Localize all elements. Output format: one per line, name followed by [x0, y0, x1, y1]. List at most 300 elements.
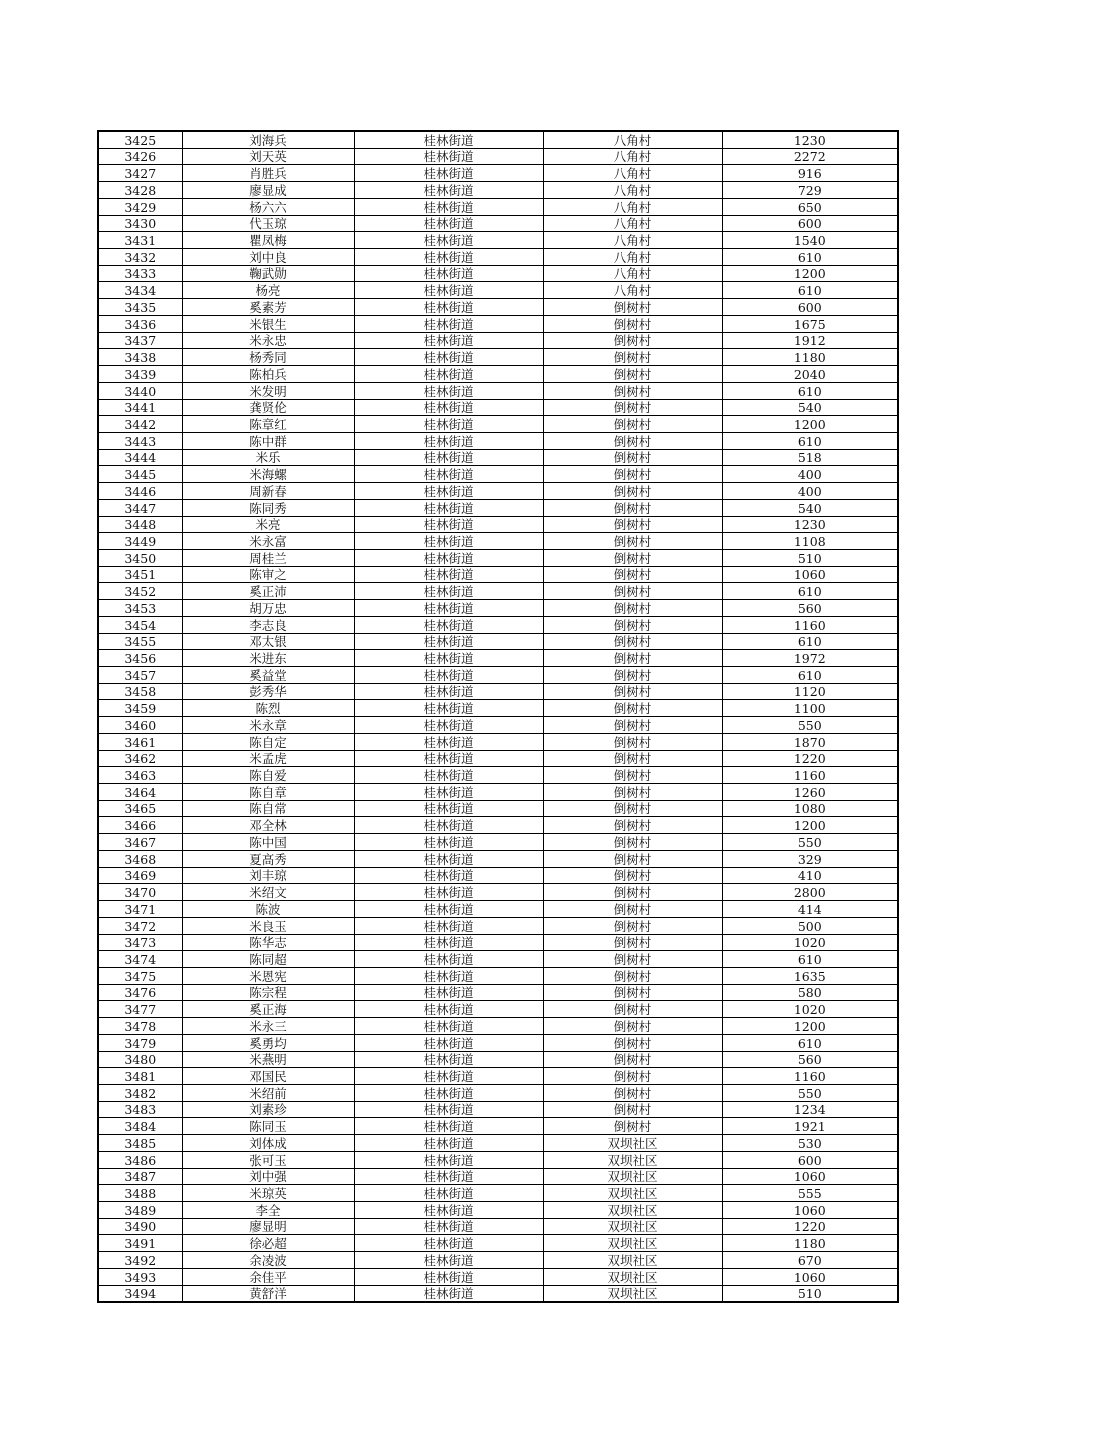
- street-cell: 桂林街道: [354, 182, 543, 199]
- village-cell: 八角村: [543, 165, 722, 182]
- name-cell: 米绍前: [182, 1084, 354, 1101]
- amount-cell: 1675: [722, 315, 898, 332]
- row-number-cell: 3446: [98, 483, 182, 500]
- name-cell: 米琼英: [182, 1185, 354, 1202]
- name-cell: 陈章红: [182, 416, 354, 433]
- amount-cell: 610: [722, 667, 898, 684]
- street-cell: 桂林街道: [354, 483, 543, 500]
- name-cell: 陈审之: [182, 566, 354, 583]
- street-cell: 桂林街道: [354, 215, 543, 232]
- table-row: [98, 1051, 898, 1068]
- table-row: [98, 1068, 898, 1085]
- amount-cell: 1120: [722, 683, 898, 700]
- table-row: [98, 265, 898, 282]
- table-row: [98, 432, 898, 449]
- table-row: [98, 215, 898, 232]
- village-cell: 双坝社区: [543, 1135, 722, 1152]
- roster-table-body: [98, 131, 898, 1302]
- amount-cell: 1200: [722, 1018, 898, 1035]
- amount-cell: 2800: [722, 884, 898, 901]
- amount-cell: 1080: [722, 800, 898, 817]
- name-cell: 黄舒洋: [182, 1285, 354, 1302]
- amount-cell: 610: [722, 432, 898, 449]
- village-cell: 倒树村: [543, 349, 722, 366]
- village-cell: 倒树村: [543, 784, 722, 801]
- name-cell: 刘海兵: [182, 131, 354, 148]
- name-cell: 杨亮: [182, 282, 354, 299]
- village-cell: 倒树村: [543, 767, 722, 784]
- village-cell: 倒树村: [543, 1051, 722, 1068]
- amount-cell: 670: [722, 1252, 898, 1269]
- table-row: [98, 901, 898, 918]
- row-number-cell: 3434: [98, 282, 182, 299]
- village-cell: 倒树村: [543, 884, 722, 901]
- table-row: [98, 466, 898, 483]
- name-cell: 米永三: [182, 1018, 354, 1035]
- name-cell: 米孟虎: [182, 750, 354, 767]
- street-cell: 桂林街道: [354, 299, 543, 316]
- row-number-cell: 3465: [98, 800, 182, 817]
- street-cell: 桂林街道: [354, 934, 543, 951]
- name-cell: 李全: [182, 1202, 354, 1219]
- village-cell: 倒树村: [543, 867, 722, 884]
- amount-cell: 610: [722, 633, 898, 650]
- table-row: [98, 299, 898, 316]
- name-cell: 米发明: [182, 382, 354, 399]
- table-row: [98, 165, 898, 182]
- table-row: [98, 1151, 898, 1168]
- amount-cell: 400: [722, 466, 898, 483]
- street-cell: 桂林街道: [354, 315, 543, 332]
- table-row: [98, 616, 898, 633]
- name-cell: 李志良: [182, 616, 354, 633]
- street-cell: 桂林街道: [354, 449, 543, 466]
- table-row: [98, 633, 898, 650]
- amount-cell: 1060: [722, 566, 898, 583]
- table-row: [98, 499, 898, 516]
- row-number-cell: 3457: [98, 667, 182, 684]
- row-number-cell: 3431: [98, 232, 182, 249]
- row-number-cell: 3487: [98, 1168, 182, 1185]
- village-cell: 双坝社区: [543, 1218, 722, 1235]
- street-cell: 桂林街道: [354, 667, 543, 684]
- street-cell: 桂林街道: [354, 1001, 543, 1018]
- table-row: [98, 767, 898, 784]
- table-row: [98, 583, 898, 600]
- village-cell: 八角村: [543, 265, 722, 282]
- street-cell: 桂林街道: [354, 265, 543, 282]
- row-number-cell: 3454: [98, 616, 182, 633]
- row-number-cell: 3467: [98, 834, 182, 851]
- table-row: [98, 1034, 898, 1051]
- amount-cell: 1108: [722, 533, 898, 550]
- amount-cell: 1635: [722, 967, 898, 984]
- amount-cell: 510: [722, 1285, 898, 1302]
- street-cell: 桂林街道: [354, 784, 543, 801]
- name-cell: 周新春: [182, 483, 354, 500]
- name-cell: 邓全林: [182, 817, 354, 834]
- village-cell: 倒树村: [543, 1068, 722, 1085]
- row-number-cell: 3462: [98, 750, 182, 767]
- street-cell: 桂林街道: [354, 817, 543, 834]
- village-cell: 倒树村: [543, 733, 722, 750]
- amount-cell: 610: [722, 382, 898, 399]
- row-number-cell: 3466: [98, 817, 182, 834]
- table-row: [98, 148, 898, 165]
- name-cell: 刘天英: [182, 148, 354, 165]
- name-cell: 杨六六: [182, 198, 354, 215]
- street-cell: 桂林街道: [354, 148, 543, 165]
- table-row: [98, 967, 898, 984]
- village-cell: 双坝社区: [543, 1252, 722, 1269]
- village-cell: 倒树村: [543, 750, 722, 767]
- name-cell: 余凌波: [182, 1252, 354, 1269]
- amount-cell: 550: [722, 717, 898, 734]
- village-cell: 倒树村: [543, 1018, 722, 1035]
- street-cell: 桂林街道: [354, 967, 543, 984]
- name-cell: 胡万忠: [182, 600, 354, 617]
- street-cell: 桂林街道: [354, 1018, 543, 1035]
- street-cell: 桂林街道: [354, 583, 543, 600]
- name-cell: 邓太银: [182, 633, 354, 650]
- amount-cell: 600: [722, 1151, 898, 1168]
- name-cell: 奚勇均: [182, 1034, 354, 1051]
- street-cell: 桂林街道: [354, 131, 543, 148]
- street-cell: 桂林街道: [354, 566, 543, 583]
- village-cell: 倒树村: [543, 967, 722, 984]
- amount-cell: 1912: [722, 332, 898, 349]
- amount-cell: 1020: [722, 1001, 898, 1018]
- table-row: [98, 1018, 898, 1035]
- row-number-cell: 3475: [98, 967, 182, 984]
- village-cell: 倒树村: [543, 1001, 722, 1018]
- street-cell: 桂林街道: [354, 1034, 543, 1051]
- street-cell: 桂林街道: [354, 1185, 543, 1202]
- name-cell: 陈自章: [182, 784, 354, 801]
- amount-cell: 555: [722, 1185, 898, 1202]
- amount-cell: 1100: [722, 700, 898, 717]
- street-cell: 桂林街道: [354, 917, 543, 934]
- street-cell: 桂林街道: [354, 984, 543, 1001]
- amount-cell: 600: [722, 299, 898, 316]
- street-cell: 桂林街道: [354, 616, 543, 633]
- amount-cell: 510: [722, 549, 898, 566]
- table-row: [98, 382, 898, 399]
- village-cell: 倒树村: [543, 583, 722, 600]
- amount-cell: 1921: [722, 1118, 898, 1135]
- row-number-cell: 3438: [98, 349, 182, 366]
- row-number-cell: 3463: [98, 767, 182, 784]
- village-cell: 八角村: [543, 215, 722, 232]
- street-cell: 桂林街道: [354, 1285, 543, 1302]
- amount-cell: 560: [722, 600, 898, 617]
- row-number-cell: 3436: [98, 315, 182, 332]
- street-cell: 桂林街道: [354, 382, 543, 399]
- amount-cell: 610: [722, 1034, 898, 1051]
- village-cell: 倒树村: [543, 332, 722, 349]
- name-cell: 米永富: [182, 533, 354, 550]
- amount-cell: 610: [722, 583, 898, 600]
- table-row: [98, 650, 898, 667]
- name-cell: 陈中群: [182, 432, 354, 449]
- name-cell: 邓国民: [182, 1068, 354, 1085]
- row-number-cell: 3435: [98, 299, 182, 316]
- name-cell: 张可玉: [182, 1151, 354, 1168]
- row-number-cell: 3440: [98, 382, 182, 399]
- street-cell: 桂林街道: [354, 633, 543, 650]
- name-cell: 米恩宪: [182, 967, 354, 984]
- row-number-cell: 3488: [98, 1185, 182, 1202]
- street-cell: 桂林街道: [354, 533, 543, 550]
- amount-cell: 1060: [722, 1268, 898, 1285]
- street-cell: 桂林街道: [354, 650, 543, 667]
- name-cell: 周桂兰: [182, 549, 354, 566]
- street-cell: 桂林街道: [354, 549, 543, 566]
- table-row: [98, 984, 898, 1001]
- table-row: [98, 1168, 898, 1185]
- row-number-cell: 3450: [98, 549, 182, 566]
- village-cell: 双坝社区: [543, 1202, 722, 1219]
- table-row: [98, 1185, 898, 1202]
- street-cell: 桂林街道: [354, 600, 543, 617]
- amount-cell: 1260: [722, 784, 898, 801]
- amount-cell: 580: [722, 984, 898, 1001]
- table-row: [98, 399, 898, 416]
- table-row: [98, 784, 898, 801]
- row-number-cell: 3452: [98, 583, 182, 600]
- table-row: [98, 549, 898, 566]
- street-cell: 桂林街道: [354, 1101, 543, 1118]
- row-number-cell: 3437: [98, 332, 182, 349]
- table-row: [98, 683, 898, 700]
- name-cell: 瞿凤梅: [182, 232, 354, 249]
- row-number-cell: 3459: [98, 700, 182, 717]
- village-cell: 倒树村: [543, 717, 722, 734]
- name-cell: 肖胜兵: [182, 165, 354, 182]
- amount-cell: 610: [722, 282, 898, 299]
- village-cell: 倒树村: [543, 984, 722, 1001]
- amount-cell: 650: [722, 198, 898, 215]
- village-cell: 倒树村: [543, 366, 722, 383]
- row-number-cell: 3482: [98, 1084, 182, 1101]
- name-cell: 代玉琼: [182, 215, 354, 232]
- row-number-cell: 3427: [98, 165, 182, 182]
- name-cell: 奚正海: [182, 1001, 354, 1018]
- village-cell: 倒树村: [543, 850, 722, 867]
- street-cell: 桂林街道: [354, 951, 543, 968]
- name-cell: 刘丰琼: [182, 867, 354, 884]
- row-number-cell: 3430: [98, 215, 182, 232]
- street-cell: 桂林街道: [354, 416, 543, 433]
- amount-cell: 414: [722, 901, 898, 918]
- village-cell: 倒树村: [543, 1101, 722, 1118]
- amount-cell: 2272: [722, 148, 898, 165]
- street-cell: 桂林街道: [354, 165, 543, 182]
- table-row: [98, 934, 898, 951]
- amount-cell: 540: [722, 399, 898, 416]
- row-number-cell: 3449: [98, 533, 182, 550]
- name-cell: 米乐: [182, 449, 354, 466]
- street-cell: 桂林街道: [354, 499, 543, 516]
- name-cell: 陈华志: [182, 934, 354, 951]
- village-cell: 双坝社区: [543, 1185, 722, 1202]
- amount-cell: 550: [722, 834, 898, 851]
- row-number-cell: 3443: [98, 432, 182, 449]
- row-number-cell: 3460: [98, 717, 182, 734]
- name-cell: 杨秀同: [182, 349, 354, 366]
- village-cell: 倒树村: [543, 449, 722, 466]
- street-cell: 桂林街道: [354, 1268, 543, 1285]
- row-number-cell: 3444: [98, 449, 182, 466]
- row-number-cell: 3428: [98, 182, 182, 199]
- row-number-cell: 3480: [98, 1051, 182, 1068]
- row-number-cell: 3441: [98, 399, 182, 416]
- name-cell: 龚贤伦: [182, 399, 354, 416]
- name-cell: 陈烈: [182, 700, 354, 717]
- amount-cell: 729: [722, 182, 898, 199]
- village-cell: 倒树村: [543, 951, 722, 968]
- row-number-cell: 3484: [98, 1118, 182, 1135]
- street-cell: 桂林街道: [354, 1084, 543, 1101]
- row-number-cell: 3426: [98, 148, 182, 165]
- street-cell: 桂林街道: [354, 282, 543, 299]
- village-cell: 倒树村: [543, 600, 722, 617]
- amount-cell: 560: [722, 1051, 898, 1068]
- street-cell: 桂林街道: [354, 198, 543, 215]
- name-cell: 刘体成: [182, 1135, 354, 1152]
- name-cell: 陈自爱: [182, 767, 354, 784]
- table-row: [98, 667, 898, 684]
- street-cell: 桂林街道: [354, 349, 543, 366]
- table-row: [98, 951, 898, 968]
- amount-cell: 1230: [722, 131, 898, 148]
- village-cell: 倒树村: [543, 483, 722, 500]
- street-cell: 桂林街道: [354, 750, 543, 767]
- village-cell: 倒树村: [543, 1034, 722, 1051]
- amount-cell: 329: [722, 850, 898, 867]
- street-cell: 桂林街道: [354, 1252, 543, 1269]
- table-row: [98, 867, 898, 884]
- amount-cell: 1060: [722, 1168, 898, 1185]
- village-cell: 八角村: [543, 249, 722, 266]
- amount-cell: 1234: [722, 1101, 898, 1118]
- village-cell: 倒树村: [543, 817, 722, 834]
- table-row: [98, 1101, 898, 1118]
- village-cell: 八角村: [543, 282, 722, 299]
- village-cell: 八角村: [543, 198, 722, 215]
- street-cell: 桂林街道: [354, 767, 543, 784]
- row-number-cell: 3491: [98, 1235, 182, 1252]
- table-row: [98, 733, 898, 750]
- village-cell: 倒树村: [543, 800, 722, 817]
- row-number-cell: 3464: [98, 784, 182, 801]
- row-number-cell: 3492: [98, 1252, 182, 1269]
- row-number-cell: 3433: [98, 265, 182, 282]
- village-cell: 倒树村: [543, 432, 722, 449]
- table-row: [98, 232, 898, 249]
- table-row: [98, 1202, 898, 1219]
- street-cell: 桂林街道: [354, 1118, 543, 1135]
- amount-cell: 1972: [722, 650, 898, 667]
- row-number-cell: 3486: [98, 1151, 182, 1168]
- amount-cell: 500: [722, 917, 898, 934]
- row-number-cell: 3483: [98, 1101, 182, 1118]
- amount-cell: 600: [722, 215, 898, 232]
- village-cell: 倒树村: [543, 516, 722, 533]
- amount-cell: 1180: [722, 349, 898, 366]
- table-row: [98, 131, 898, 148]
- row-number-cell: 3494: [98, 1285, 182, 1302]
- table-row: [98, 1001, 898, 1018]
- name-cell: 刘中良: [182, 249, 354, 266]
- row-number-cell: 3476: [98, 984, 182, 1001]
- street-cell: 桂林街道: [354, 800, 543, 817]
- street-cell: 桂林街道: [354, 1051, 543, 1068]
- table-row: [98, 533, 898, 550]
- street-cell: 桂林街道: [354, 850, 543, 867]
- name-cell: 余佳平: [182, 1268, 354, 1285]
- name-cell: 陈自常: [182, 800, 354, 817]
- village-cell: 倒树村: [543, 533, 722, 550]
- table-row: [98, 800, 898, 817]
- village-cell: 倒树村: [543, 416, 722, 433]
- table-row: [98, 332, 898, 349]
- row-number-cell: 3468: [98, 850, 182, 867]
- name-cell: 陈柏兵: [182, 366, 354, 383]
- street-cell: 桂林街道: [354, 232, 543, 249]
- row-number-cell: 3461: [98, 733, 182, 750]
- table-row: [98, 834, 898, 851]
- row-number-cell: 3439: [98, 366, 182, 383]
- table-row: [98, 516, 898, 533]
- street-cell: 桂林街道: [354, 1068, 543, 1085]
- village-cell: 倒树村: [543, 566, 722, 583]
- street-cell: 桂林街道: [354, 399, 543, 416]
- village-cell: 倒树村: [543, 499, 722, 516]
- street-cell: 桂林街道: [354, 1202, 543, 1219]
- amount-cell: 610: [722, 951, 898, 968]
- name-cell: 米绍文: [182, 884, 354, 901]
- amount-cell: 1220: [722, 1218, 898, 1235]
- village-cell: 倒树村: [543, 315, 722, 332]
- name-cell: 米海螺: [182, 466, 354, 483]
- village-cell: 倒树村: [543, 299, 722, 316]
- name-cell: 米进东: [182, 650, 354, 667]
- village-cell: 倒树村: [543, 901, 722, 918]
- table-row: [98, 416, 898, 433]
- row-number-cell: 3479: [98, 1034, 182, 1051]
- row-number-cell: 3493: [98, 1268, 182, 1285]
- row-number-cell: 3451: [98, 566, 182, 583]
- row-number-cell: 3472: [98, 917, 182, 934]
- row-number-cell: 3455: [98, 633, 182, 650]
- village-cell: 八角村: [543, 232, 722, 249]
- street-cell: 桂林街道: [354, 717, 543, 734]
- village-cell: 倒树村: [543, 917, 722, 934]
- street-cell: 桂林街道: [354, 432, 543, 449]
- table-row: [98, 315, 898, 332]
- village-cell: 倒树村: [543, 549, 722, 566]
- village-cell: 倒树村: [543, 683, 722, 700]
- village-cell: 倒树村: [543, 650, 722, 667]
- amount-cell: 1200: [722, 416, 898, 433]
- name-cell: 米良玉: [182, 917, 354, 934]
- table-row: [98, 249, 898, 266]
- row-number-cell: 3470: [98, 884, 182, 901]
- village-cell: 双坝社区: [543, 1285, 722, 1302]
- row-number-cell: 3478: [98, 1018, 182, 1035]
- table-row: [98, 700, 898, 717]
